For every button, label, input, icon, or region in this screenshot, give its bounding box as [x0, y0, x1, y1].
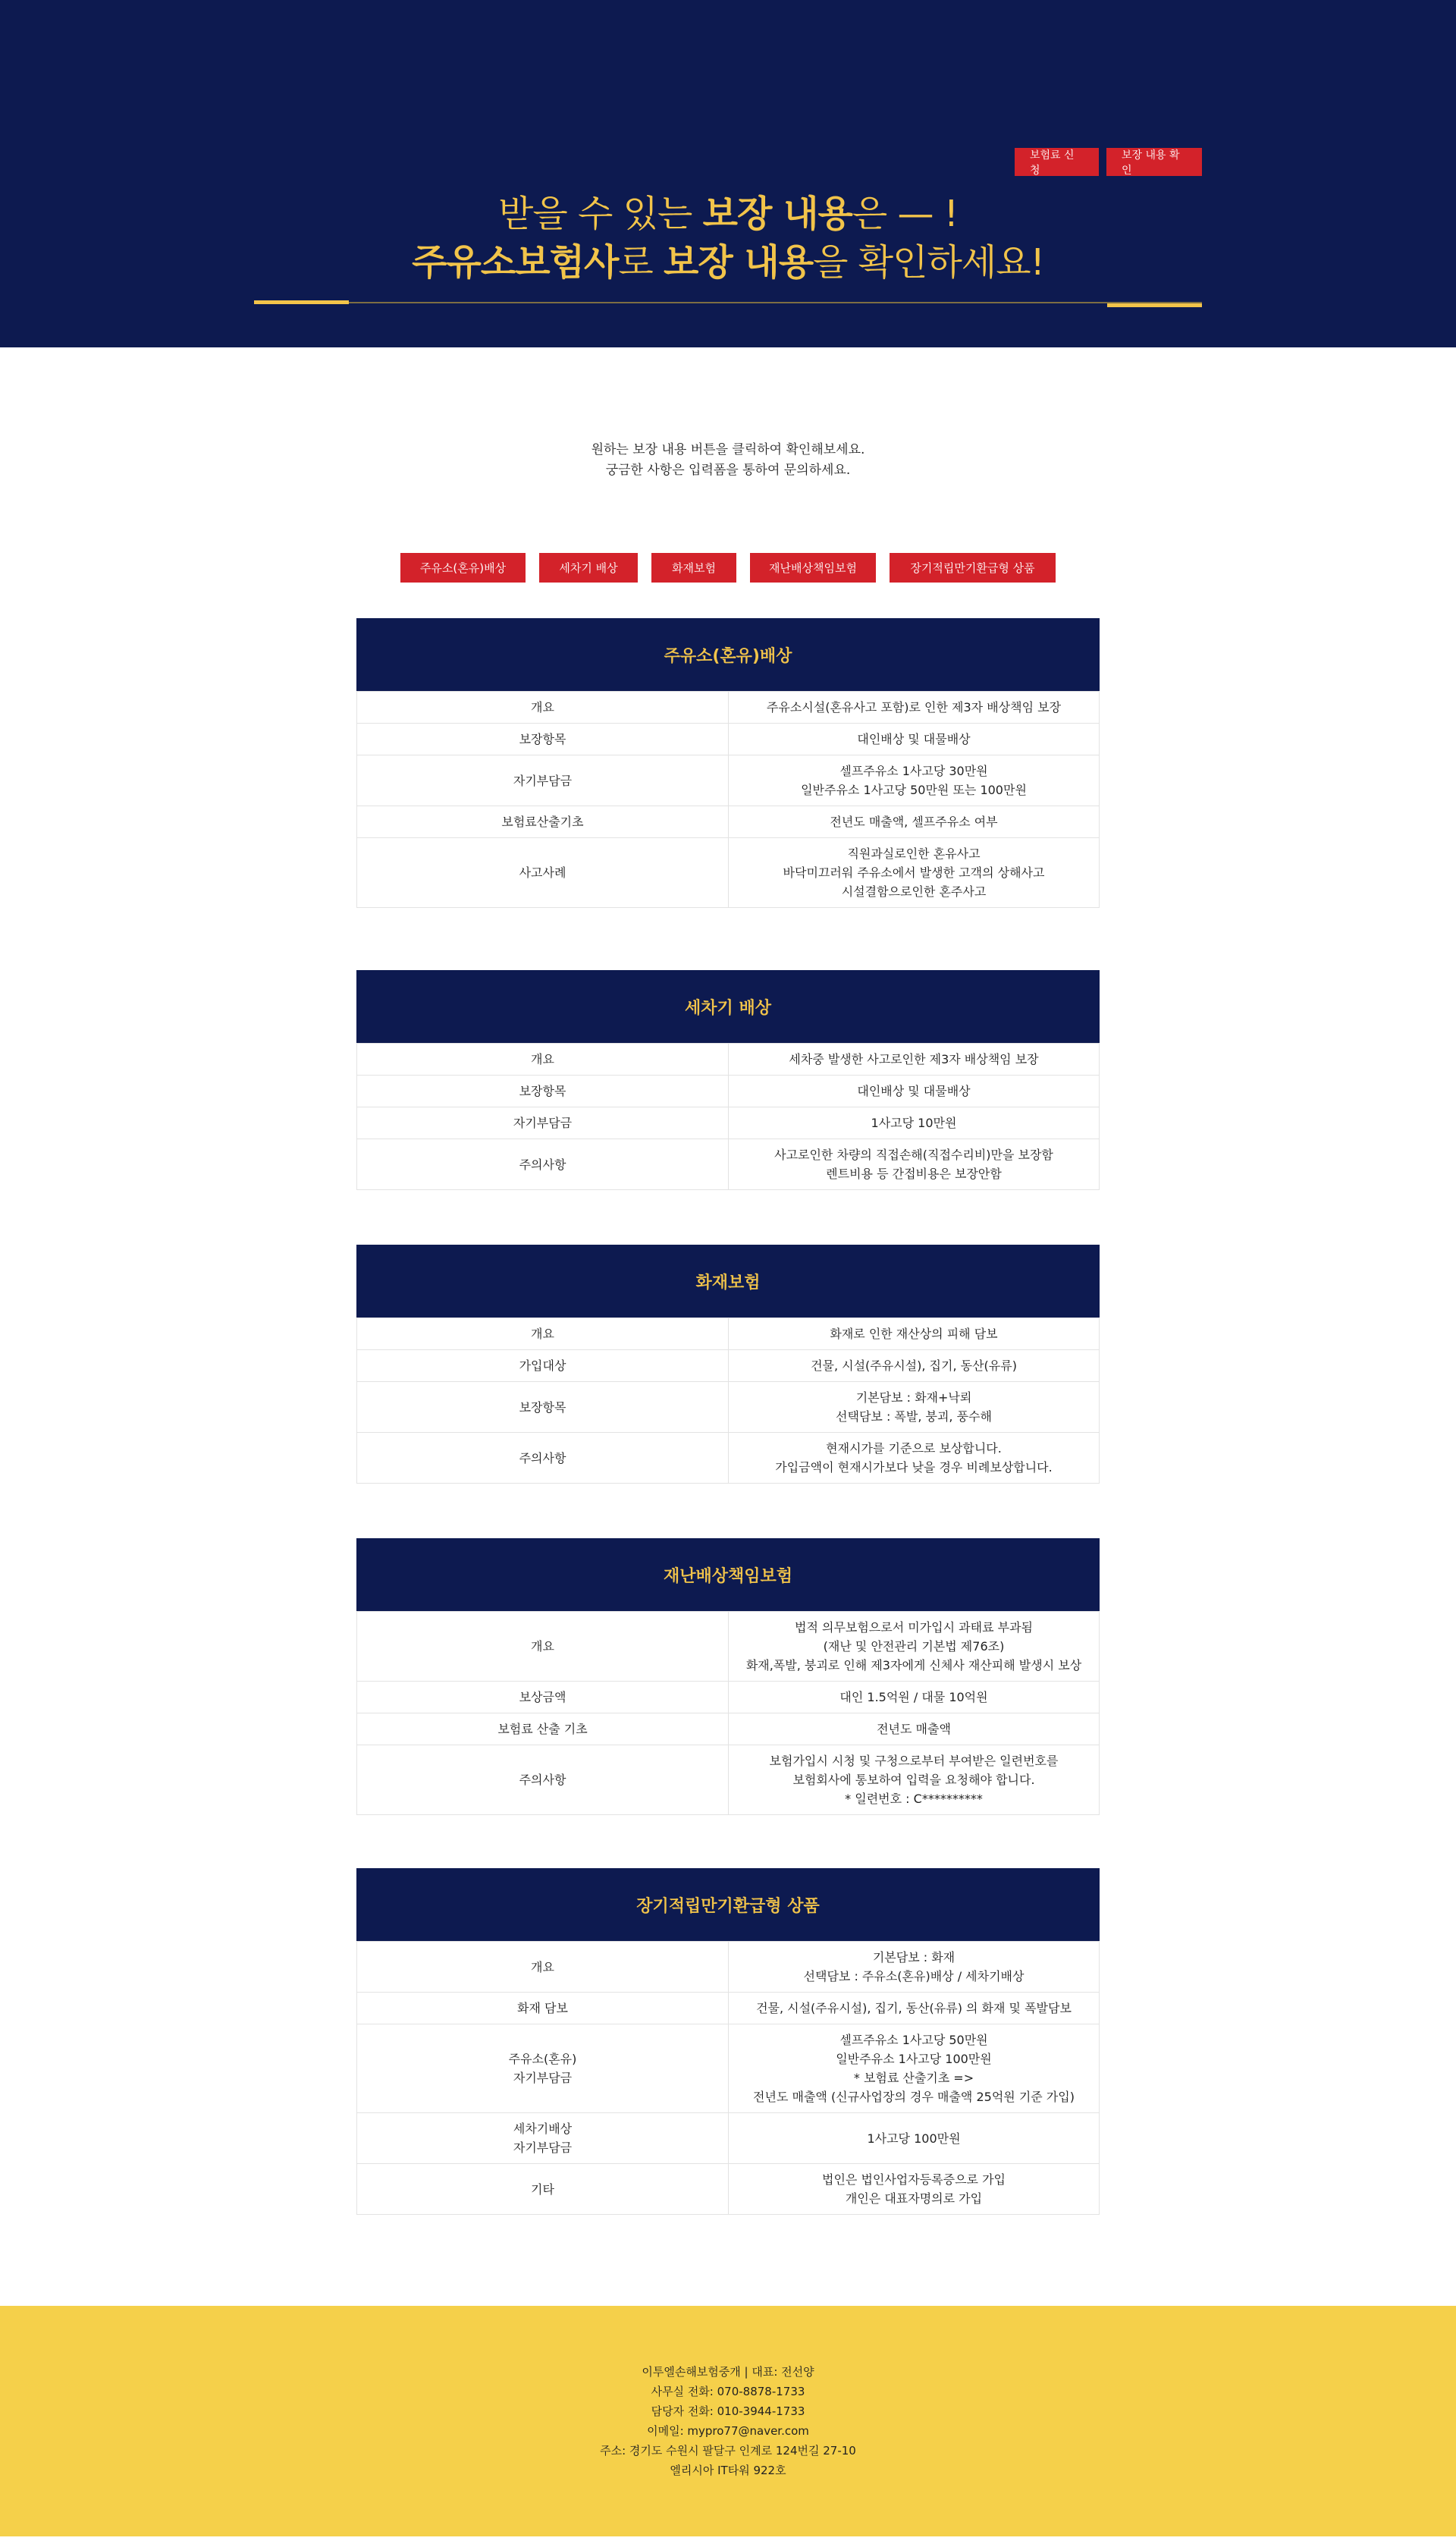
row-value — [729, 1350, 1100, 1382]
footer-company: 이투엘손해보험중개 | 대표: 전선양 — [642, 2365, 814, 2379]
intro-text — [0, 440, 1456, 481]
coverage-tabs — [0, 553, 1456, 583]
row-label-line: 보장항목 — [519, 1084, 566, 1098]
row-label — [357, 1942, 729, 1993]
row-label-line: 보험료산출기초 — [501, 815, 584, 829]
row-label — [357, 2164, 729, 2215]
row-label — [357, 1382, 729, 1433]
row-label — [357, 2113, 729, 2164]
table-row — [357, 1612, 1100, 1682]
row-value — [729, 1433, 1100, 1484]
row-label — [357, 838, 729, 908]
row-label-line: 세차기배상 — [513, 2122, 573, 2136]
row-label-line: 자기부담금 — [513, 1116, 573, 1130]
row-value-line: 화재로 인한 재산상의 피해 담보 — [830, 1327, 998, 1341]
coverage-section — [356, 970, 1100, 1190]
hero-title — [0, 190, 1456, 287]
row-value-line: 전년도 매출액 — [877, 1722, 951, 1736]
table-row — [357, 1682, 1100, 1713]
row-value-line: 시설결함으로인한 혼주사고 — [841, 884, 987, 899]
row-value — [729, 838, 1100, 908]
row-label-line: 가입대상 — [519, 1358, 566, 1373]
apply-premium-button[interactable]: 보험료 신청 — [1015, 148, 1099, 176]
row-value-line: 보험가입시 시청 및 구청으로부터 부여받은 일련번호를 — [769, 1754, 1059, 1768]
row-label-line: 보상금액 — [519, 1690, 566, 1704]
row-label-line: 보장항목 — [519, 732, 566, 746]
row-label-line: 개요 — [531, 1327, 554, 1341]
row-value-line: 바닥미끄러워 주유소에서 발생한 고객의 상해사고 — [783, 865, 1045, 880]
row-value-line: 건물, 시설(주유시설), 집기, 동산(유류) — [811, 1358, 1017, 1373]
table-row — [357, 724, 1100, 755]
row-value-line: 1사고당 100만원 — [867, 2131, 961, 2146]
row-value-line: 셀프주유소 1사고당 30만원 — [839, 764, 988, 778]
table-row — [357, 755, 1100, 806]
row-label-line: 개요 — [531, 1639, 554, 1654]
intro-line: 원하는 보장 내용 버튼을 클릭하여 확인해보세요. — [591, 442, 865, 457]
table-row — [357, 692, 1100, 724]
tab-car-wash-liability[interactable]: 세차기 배상 — [539, 553, 638, 583]
row-label-line: 사고사례 — [519, 865, 566, 880]
row-value-line: 법인은 법인사업자등록증으로 가입 — [821, 2172, 1006, 2187]
row-value-line: 세차중 발생한 사고로인한 제3자 배상책임 보장 — [789, 1052, 1039, 1066]
row-value-line: 전년도 매출액 (신규사업장의 경우 매출액 25억원 기준 가입) — [753, 2090, 1075, 2104]
hero-title-line1 — [0, 190, 1456, 238]
row-value — [729, 692, 1100, 724]
tab-fire-insurance[interactable]: 화재보험 — [651, 553, 736, 583]
row-label — [357, 755, 729, 806]
row-value-line: 주유소시설(혼유사고 포함)로 인한 제3자 배상책임 보장 — [766, 700, 1062, 715]
row-value — [729, 1382, 1100, 1433]
coverage-table — [356, 1611, 1100, 1815]
row-value-line: 셀프주유소 1사고당 50만원 — [839, 2033, 988, 2047]
row-value-line: 보험회사에 통보하여 입력을 요청해야 합니다. — [792, 1773, 1035, 1787]
row-value-line: 대인 1.5억원 / 대물 10억원 — [839, 1690, 988, 1704]
row-label — [357, 806, 729, 838]
coverage-table — [356, 1318, 1100, 1484]
row-value-line: 개인은 대표자명의로 가입 — [845, 2191, 983, 2206]
row-value-line: 직원과실로인한 혼유사고 — [847, 846, 981, 861]
row-label-line: 개요 — [531, 700, 554, 715]
footer — [0, 2306, 1456, 2536]
coverage-section — [356, 1868, 1100, 2215]
row-label — [357, 1139, 729, 1190]
tab-gas-station-liability[interactable]: 주유소(혼유)배상 — [400, 553, 526, 583]
row-label-line: 자기부담금 — [513, 2071, 573, 2085]
section-title: 세차기 배상 — [356, 970, 1100, 1043]
hero-text: 은 — ! — [852, 193, 958, 235]
row-value-line: 선택담보 : 폭발, 붕괴, 풍수해 — [836, 1409, 992, 1424]
row-label-line: 기타 — [531, 2181, 554, 2197]
intro-line: 궁금한 사항은 입력폼을 통하여 문의하세요. — [605, 463, 851, 478]
row-value-line: 전년도 매출액, 셀프주유소 여부 — [830, 815, 998, 829]
table-row — [357, 1044, 1100, 1076]
row-label-line: 주유소(혼유) — [508, 2052, 577, 2066]
coverage-section — [356, 1538, 1100, 1815]
row-label — [357, 1350, 729, 1382]
section-title: 재난배상책임보험 — [356, 1538, 1100, 1611]
row-value-line: * 보험료 산출기초 => — [853, 2071, 974, 2085]
table-row — [357, 806, 1100, 838]
table-row — [357, 2024, 1100, 2113]
footer-manager-phone: 담당자 전화: 010-3944-1733 — [651, 2404, 805, 2418]
row-label-line: 자기부담금 — [513, 2140, 573, 2155]
row-label — [357, 1745, 729, 1815]
row-label-line: 주의사항 — [519, 1450, 566, 1465]
row-label — [357, 1044, 729, 1076]
row-value — [729, 1942, 1100, 1993]
hero-text: 을 확인하세요! — [813, 241, 1044, 284]
coverage-table — [356, 1941, 1100, 2215]
row-value — [729, 724, 1100, 755]
row-value-line: 대인배상 및 대물배상 — [857, 1084, 971, 1098]
row-value-line: (재난 및 안전관리 기본법 제76조) — [823, 1639, 1005, 1654]
coverage-sections — [0, 618, 1456, 2215]
hero-button-group — [1015, 148, 1202, 176]
row-value — [729, 1993, 1100, 2024]
coverage-table — [356, 691, 1100, 908]
hero-divider-accent-left — [254, 300, 349, 304]
row-label — [357, 1682, 729, 1713]
row-label — [357, 1107, 729, 1139]
hero-text-bold: 보장 내용 — [663, 241, 814, 284]
row-label — [357, 1612, 729, 1682]
hero-divider-accent-right — [1107, 303, 1202, 307]
table-row — [357, 1745, 1100, 1815]
row-value-line: 일반주유소 1사고당 100만원 — [836, 2052, 992, 2066]
row-label-line: 보험료 산출 기초 — [497, 1722, 588, 1736]
row-value — [729, 1713, 1100, 1745]
row-value-line: 현재시가를 기준으로 보상합니다. — [826, 1441, 1002, 1456]
row-label-line: 주의사항 — [519, 1157, 566, 1172]
row-label — [357, 1076, 729, 1107]
footer-address: 주소: 경기도 수원시 팔달구 인계로 124번길 27-10 — [600, 2444, 856, 2458]
table-row — [357, 1433, 1100, 1484]
check-coverage-button[interactable]: 보장 내용 확인 — [1106, 148, 1202, 176]
row-value-line: 렌트비용 등 간접비용은 보장안함 — [826, 1167, 1002, 1181]
row-label-line: 화재 담보 — [517, 2001, 568, 2015]
row-value-line: 가입금액이 현재시가보다 낮을 경우 비례보상합니다. — [775, 1460, 1053, 1475]
hero-text: 받을 수 있는 — [498, 193, 703, 235]
table-row — [357, 1350, 1100, 1382]
footer-office-phone: 사무실 전화: 070-8878-1733 — [651, 2385, 805, 2398]
row-value-line: 1사고당 10만원 — [871, 1116, 957, 1130]
row-value — [729, 1745, 1100, 1815]
row-label — [357, 1318, 729, 1350]
row-label — [357, 724, 729, 755]
row-value — [729, 2164, 1100, 2215]
row-label — [357, 1993, 729, 2024]
row-label — [357, 692, 729, 724]
table-row — [357, 1076, 1100, 1107]
section-title: 장기적립만기환급형 상품 — [356, 1868, 1100, 1941]
row-label-line: 자기부담금 — [513, 773, 573, 788]
row-value — [729, 1139, 1100, 1190]
hero-title-line2 — [0, 238, 1456, 287]
row-value-line: 기본담보 : 화재+낙뢰 — [855, 1390, 972, 1405]
row-value — [729, 755, 1100, 806]
table-row — [357, 1713, 1100, 1745]
table-row — [357, 1318, 1100, 1350]
row-value — [729, 2024, 1100, 2113]
row-value-line: 일반주유소 1사고당 50만원 또는 100만원 — [801, 783, 1027, 797]
hero-divider — [254, 302, 1202, 303]
row-value — [729, 1318, 1100, 1350]
row-value-line: 대인배상 및 대물배상 — [857, 732, 971, 746]
hero-text-bold: 주유소보험사 — [412, 241, 619, 284]
table-row — [357, 1993, 1100, 2024]
row-value — [729, 2113, 1100, 2164]
footer-email: 이메일: mypro77@naver.com — [647, 2424, 809, 2438]
row-label-line: 보장항목 — [519, 1399, 566, 1415]
section-title: 주유소(혼유)배상 — [356, 618, 1100, 691]
row-label-line: 주의사항 — [519, 1773, 566, 1787]
row-value-line: 사고로인한 차량의 직접손해(직접수리비)만을 보장함 — [774, 1148, 1053, 1162]
table-row — [357, 2164, 1100, 2215]
row-value — [729, 1107, 1100, 1139]
tab-disaster-liability[interactable]: 재난배상책임보험 — [750, 553, 876, 583]
row-label — [357, 1713, 729, 1745]
section-title: 화재보험 — [356, 1245, 1100, 1318]
row-value-line: 선택담보 : 주유소(혼유)배상 / 세차기배상 — [803, 1969, 1025, 1983]
coverage-section — [356, 618, 1100, 908]
tab-long-term-refund[interactable]: 장기적립만기환급형 상품 — [890, 553, 1056, 583]
row-label — [357, 1433, 729, 1484]
hero-text-bold: 보장 내용 — [702, 193, 852, 235]
hero-banner — [0, 0, 1456, 347]
row-value — [729, 1612, 1100, 1682]
row-value — [729, 1076, 1100, 1107]
row-value — [729, 806, 1100, 838]
table-row — [357, 1942, 1100, 1993]
coverage-table — [356, 1043, 1100, 1190]
row-value — [729, 1044, 1100, 1076]
table-row — [357, 2113, 1100, 2164]
table-row — [357, 1139, 1100, 1190]
table-row — [357, 1382, 1100, 1433]
hero-text: 로 — [618, 241, 664, 284]
table-row — [357, 1107, 1100, 1139]
row-label — [357, 2024, 729, 2113]
row-value-line: 화재,폭발, 붕괴로 인해 제3자에게 신체사 재산피해 발생시 보상 — [745, 1658, 1082, 1672]
row-value-line: 건물, 시설(주유시설), 집기, 동산(유류) 의 화재 및 폭발담보 — [756, 2001, 1072, 2015]
row-label-line: 개요 — [531, 1052, 554, 1066]
coverage-section — [356, 1245, 1100, 1484]
row-value-line: 기본담보 : 화재 — [872, 1950, 956, 1965]
row-value-line: 법적 의무보험으로서 미가입시 과태료 부과됨 — [794, 1620, 1033, 1635]
row-label-line: 개요 — [531, 1959, 554, 1974]
row-value-line: * 일련번호 : C********** — [845, 1792, 983, 1806]
table-row — [357, 838, 1100, 908]
footer-address-detail: 엘리시아 IT타워 922호 — [670, 2464, 786, 2477]
row-value — [729, 1682, 1100, 1713]
